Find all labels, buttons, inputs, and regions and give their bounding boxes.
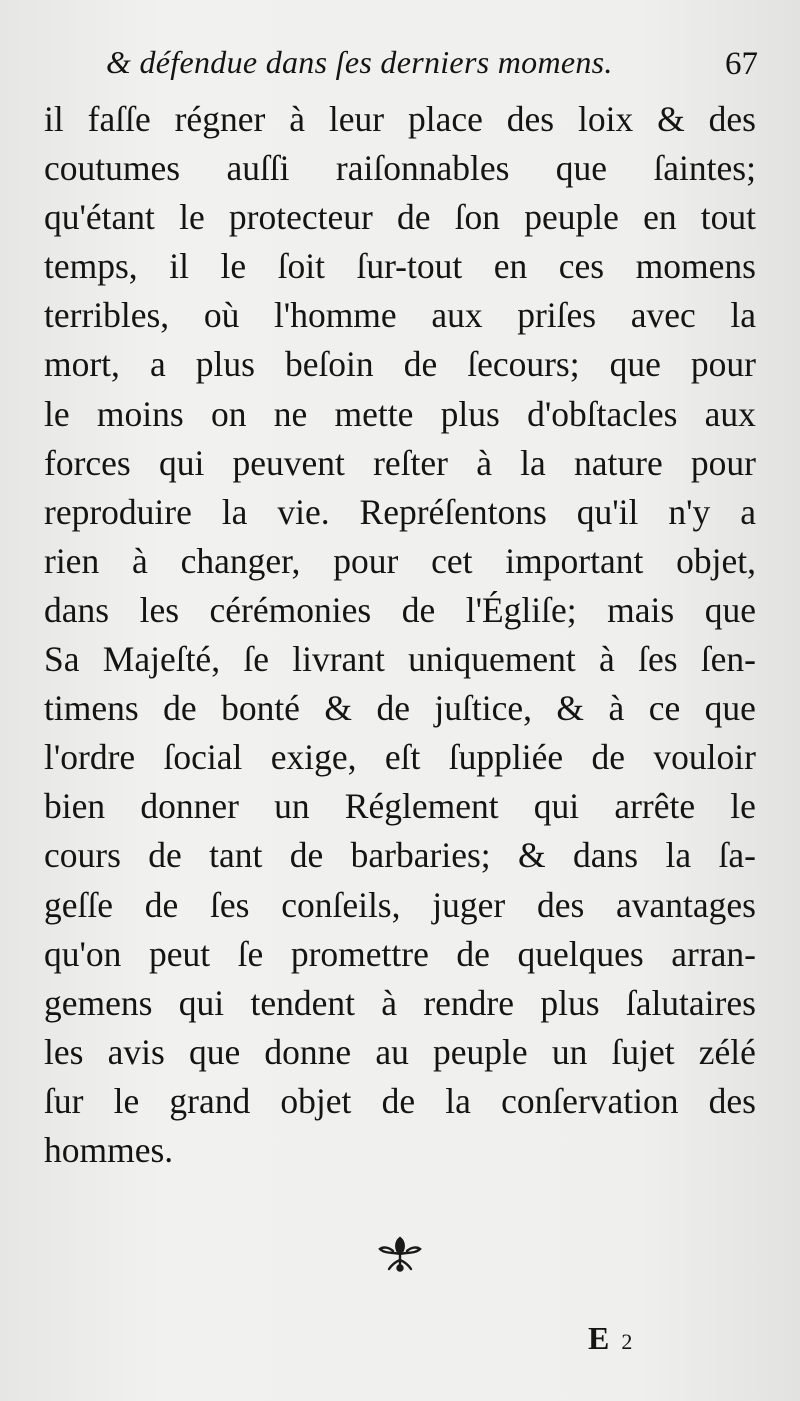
text-line (44, 1028, 756, 1077)
word: & (657, 99, 685, 139)
word: ſes (210, 884, 250, 925)
word: le (179, 197, 205, 238)
word: que (555, 148, 608, 189)
word: ſur-tout (356, 246, 463, 287)
word: de (148, 835, 182, 876)
text-line (44, 930, 756, 979)
word: la (665, 835, 692, 876)
word: pour (690, 442, 756, 483)
word: il (169, 246, 189, 287)
word: arran- (671, 933, 756, 974)
text-line (44, 733, 756, 782)
word: mais (607, 589, 675, 630)
word: dans (44, 589, 110, 630)
word: donne (264, 1031, 352, 1072)
word: & (324, 688, 352, 729)
word: vie. (277, 491, 330, 532)
text-line (44, 831, 756, 880)
word: ſe (237, 933, 264, 974)
word: un (551, 1031, 588, 1072)
word: donner (140, 786, 239, 827)
word: place (407, 99, 483, 139)
word: de (381, 1080, 416, 1121)
word: ſalutaires (625, 982, 756, 1023)
text-line (44, 1077, 756, 1126)
text-line (44, 95, 756, 144)
word: il (44, 99, 64, 139)
word: plus (195, 344, 255, 385)
word: des (506, 99, 555, 139)
word: qui (533, 786, 580, 827)
word: de (456, 933, 490, 974)
word: la (730, 295, 756, 336)
word: Réglement (344, 786, 499, 827)
word: changer, (180, 540, 301, 581)
word: à (599, 639, 615, 680)
text-line (44, 439, 756, 488)
word: Repréſentons (359, 491, 547, 532)
word: des (708, 99, 756, 139)
word: qu'il (576, 491, 639, 532)
word: bonté (221, 688, 300, 729)
word: les (44, 1031, 84, 1072)
word: priſes (517, 295, 597, 336)
text-line (44, 144, 756, 193)
word: ſon (454, 197, 501, 238)
text-line (44, 782, 756, 831)
word: avis (107, 1031, 165, 1072)
word: grand (169, 1080, 251, 1121)
text-line (44, 684, 756, 733)
word: à (476, 442, 492, 483)
word: le (44, 393, 70, 434)
signature-number: 2 (621, 1329, 633, 1354)
word: de (163, 688, 197, 729)
word: important (505, 540, 644, 581)
word: ſes (638, 639, 678, 680)
word: le (113, 1080, 140, 1121)
word: peuple (524, 197, 619, 238)
word: & (556, 688, 585, 729)
word: ne (273, 393, 308, 434)
body-text (44, 95, 756, 1175)
word: à (132, 540, 148, 581)
word: de (401, 589, 436, 630)
text-line (44, 635, 756, 684)
word: à (381, 982, 398, 1023)
running-title: & défendue dans ſes derniers momens. (106, 44, 613, 80)
word: pour (333, 540, 399, 581)
word: vouloir (653, 737, 756, 778)
word: reſter (373, 442, 448, 483)
word: l'ordre (44, 737, 136, 778)
word: a (740, 491, 756, 532)
word: que (704, 688, 756, 729)
word: a (149, 344, 166, 385)
word: promettre (290, 933, 429, 974)
word: la (520, 442, 546, 483)
word: des (536, 884, 585, 925)
word: faſſe (87, 99, 151, 139)
word: ſoit (277, 246, 325, 287)
word: que (188, 1031, 241, 1072)
word: coutumes (44, 148, 181, 189)
word: reproduire (44, 491, 192, 532)
word: raiſonnables (335, 148, 510, 189)
text-line (44, 537, 756, 586)
page-number: 67 (725, 46, 758, 82)
signature-mark (588, 1320, 632, 1357)
text-line (44, 586, 756, 635)
word: ce (648, 688, 681, 729)
word: Majeſté, (102, 639, 221, 680)
fleuron-ornament-icon (375, 1232, 425, 1272)
text-line (44, 193, 756, 242)
word: mette (334, 393, 414, 434)
word: à (608, 688, 625, 729)
text-line (44, 390, 756, 439)
word: barbaries; (350, 835, 491, 876)
word: mort, (44, 344, 120, 385)
word: tendent (250, 982, 355, 1023)
word: livrant (292, 639, 385, 680)
word: qui (158, 442, 205, 483)
word: n'y (668, 491, 711, 532)
word: ſen- (700, 639, 756, 680)
page-header (100, 44, 760, 100)
word: le (730, 786, 756, 827)
word: un (274, 786, 310, 827)
word: ſa- (718, 835, 756, 876)
word: leur (328, 99, 385, 139)
word: de (144, 884, 179, 925)
word: ſur (44, 1080, 84, 1121)
word: eſt (384, 737, 421, 778)
word: bien (44, 786, 106, 827)
word: avantages (616, 884, 756, 925)
text-line (44, 242, 756, 291)
word: à (289, 99, 305, 139)
word: pour (690, 344, 756, 385)
word: rien (44, 540, 100, 581)
word: les (139, 589, 180, 630)
word: forces (44, 442, 131, 483)
word: Sa (44, 639, 80, 680)
text-line (44, 340, 756, 389)
word: conſervation (501, 1080, 679, 1121)
word: ſe (243, 639, 269, 680)
word: nature (574, 442, 663, 483)
word: peut (148, 933, 211, 974)
word: rendre (423, 982, 515, 1023)
word: aux (704, 393, 756, 434)
word: protecteur (228, 197, 373, 238)
word: temps, (44, 246, 138, 287)
word: hommes. (44, 1129, 174, 1170)
word: en (493, 246, 528, 287)
text-line (44, 291, 756, 340)
word: gemens (44, 982, 153, 1023)
word: ſocial (163, 737, 243, 778)
word: terribles, (44, 295, 170, 336)
word: auſſi (226, 148, 290, 189)
word: conſeils, (281, 884, 401, 925)
word: de (376, 688, 410, 729)
word: ces (558, 246, 605, 287)
word: quelques (517, 933, 644, 974)
word: juger (432, 884, 506, 925)
word: qu'étant (44, 197, 155, 238)
word: l'Égliſe; (465, 589, 577, 630)
word: objet (280, 1080, 352, 1121)
word: que (704, 589, 756, 630)
word: zélé (698, 1031, 756, 1072)
word: uniquement (408, 639, 576, 680)
word: le (220, 246, 247, 287)
word: au (375, 1031, 409, 1072)
text-line (44, 979, 756, 1028)
word: peuple (433, 1031, 528, 1072)
word: dans (573, 835, 639, 876)
word: des (708, 1080, 756, 1121)
word: objet, (676, 540, 756, 581)
word: loix (578, 99, 634, 139)
word: ſecours; (467, 344, 580, 385)
word: arrête (614, 786, 696, 827)
word: beſoin (284, 344, 374, 385)
word: cet (431, 540, 473, 581)
word: on (210, 393, 247, 434)
word: où (203, 295, 240, 336)
word: plus (440, 393, 500, 434)
word: cérémonies (209, 589, 372, 630)
signature-letter: E (588, 1320, 610, 1356)
word: geſſe (44, 884, 113, 925)
word: avec (630, 295, 696, 336)
word: en (643, 197, 677, 238)
word: régner (174, 99, 266, 139)
word: de (396, 197, 431, 238)
word: moins (96, 393, 184, 434)
word: peuvent (232, 442, 345, 483)
word: la (221, 491, 248, 532)
word: plus (540, 982, 600, 1023)
word: cours (44, 835, 121, 876)
word: qui (178, 982, 225, 1023)
word: ſujet (611, 1031, 675, 1072)
text-line (44, 1126, 756, 1175)
word: ſuppliée (448, 737, 564, 778)
word: & (518, 835, 546, 876)
word: timens (44, 688, 139, 729)
word: de (591, 737, 626, 778)
text-line (44, 881, 756, 930)
word: momens (635, 246, 756, 287)
word: la (445, 1080, 471, 1121)
word: qu'on (44, 933, 122, 974)
text-line (44, 488, 756, 537)
word: de (289, 835, 324, 876)
word: juſtice, (434, 688, 532, 729)
word: que (609, 344, 661, 385)
word: de (403, 344, 438, 385)
word: l'homme (273, 295, 397, 336)
word: tout (700, 197, 756, 238)
word: exige, (270, 737, 357, 778)
word: tant (209, 835, 263, 876)
word: aux (431, 295, 483, 336)
word: d'obſtacles (527, 393, 678, 434)
word: ſaintes; (653, 148, 756, 189)
